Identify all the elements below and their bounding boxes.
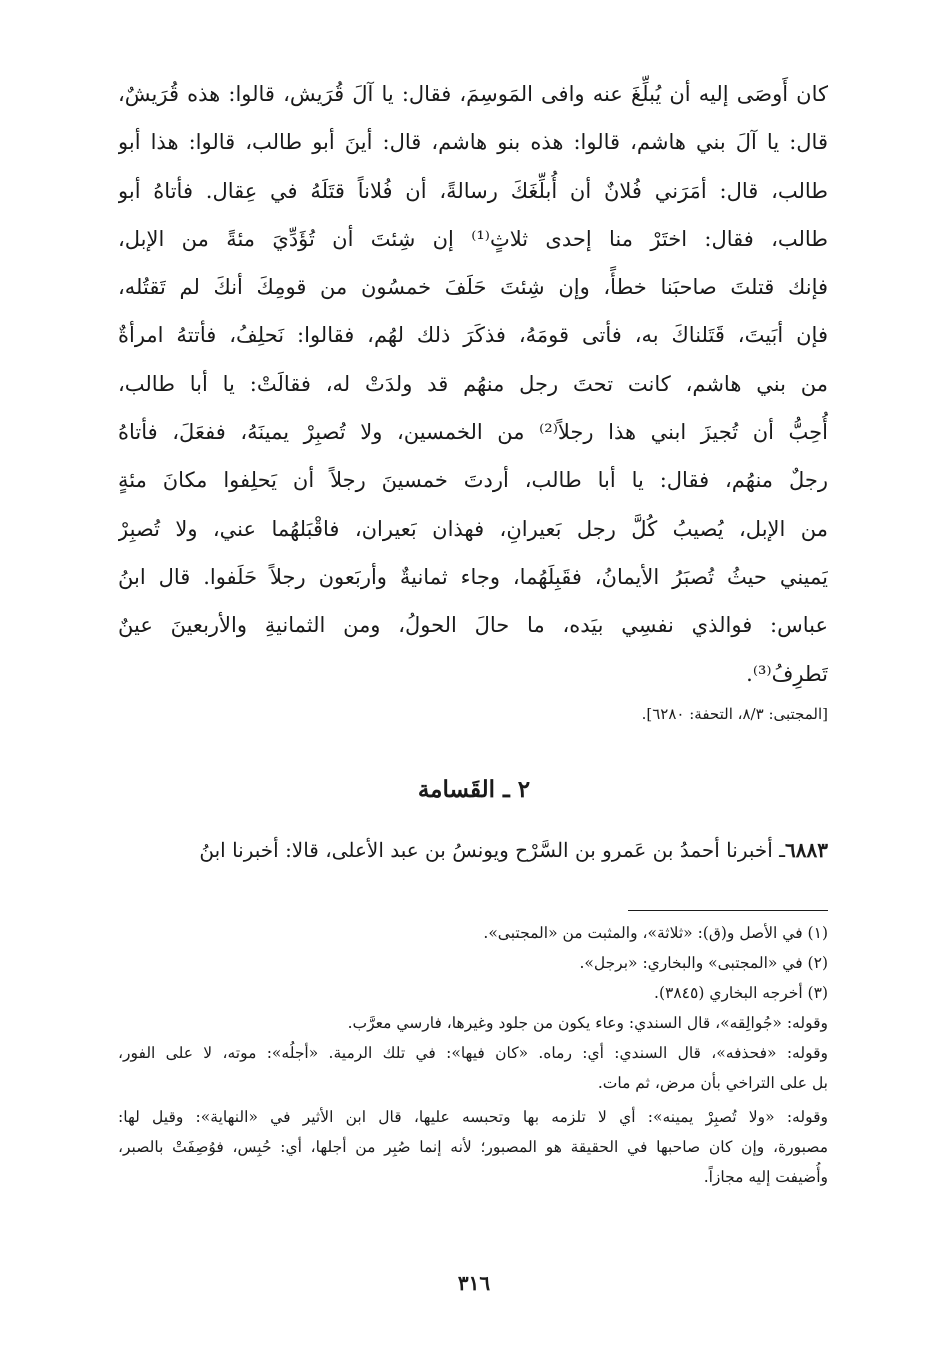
section-heading: ٢ ـ القَسامة (417, 776, 531, 803)
text-line: رجلٌ منهُم، فقال: يا أبا طالب، أردتَ خمسينَ رجلاً أن يَحلِفوا مكانَ مئةٍ (118, 468, 828, 493)
footnote-line: وقوله: «فحذفه»، قال السندي: أي: رماه. «كان فيها»: في تلك الرمية. «أجلُه»: موته، لا على الفور، (118, 1044, 828, 1062)
footnote-line: وقوله: «جُوالِقه»، قال السندي: وعاء يكون من جلود وغيرها، فارسي معرَّب. (347, 1014, 828, 1032)
footnote-line: وأُضيفت إليه مجازاً. (703, 1168, 828, 1186)
footnote-line: (٣) أخرجه البخاري (٣٨٤٥). (654, 984, 828, 1002)
text-line: عباس: فوالذي نفسِي بيَده، ما حالَ الحولُ، ومن الثمانيةِ والأربعينَ عينٌ (118, 613, 828, 638)
footnote-line: بل على التراخي بأن مرض، ثم مات. (597, 1074, 828, 1092)
hadith-opening-text: ـ أخبرنا أحمدُ بن عَمرو بن السَّرْح ويونسُ بن عبد الأعلى، قالا: أخبرنا ابنُ (199, 838, 786, 862)
text-line: قال: يا آلَ بني هاشم، قالوا: هذه بنو هاشم، قال: أينَ أبو طالب، قالوا: هذا أبو (118, 130, 828, 155)
text-line: طالب، قال: أمَرَني فُلانٌ أن أُبلِّغَكَ رسالةً، أن فُلاناً قتَلَهُ في عِقال. فأتاهُ أبو (118, 178, 828, 203)
text-line: طالب، فقال: اختَرْ منا إحدى ثلاثٍ⁽¹⁾ إن شِئتَ أن تُؤَدِّيَ مئةً من الإبل، (118, 226, 828, 251)
text-line: تَطرِفُ⁽³⁾. (746, 661, 828, 686)
text-line: من بني هاشم، كانت تحتَ رجل منهُم قد ولدَتْ له، فقالَتْ: يا أبا طالب، (118, 371, 828, 396)
footnote-line: وقوله: «ولا تُصبِرْ يمينه»: أي لا تلزمه بها وتحبسه عليها، قال ابن الأثير في «النهاية»: وقيل لها: (118, 1108, 828, 1126)
text-line: فإنك قتلتَ صاحبَنا خطأً، وإن شِئتَ حَلَفَ خمسُون من قومِكَ أنكَ لم تَقتُله، (118, 275, 828, 300)
text-line: يَميني حيثُ تُصبَرُ الأيمانُ، فقَبِلَهُما، وجاء ثمانيةٌ وأربَعون رجلاً حَلَفوا. قال ابنُ (118, 564, 828, 589)
hadith-opening-line (118, 830, 828, 870)
page-number: ٣١٦ (457, 1271, 491, 1295)
text-line: كان أَوصَى إليه أن يُبلِّغَ عنه وافى المَوسِمَ، فقال: يا آلَ قُرَيش، قالوا: هذه قُرَيشٌ، (118, 82, 828, 106)
source-citation: [المجتبى: ٨/٣، التحفة: ٦٢٨٠]. (641, 705, 828, 723)
footnotes (118, 918, 828, 1192)
hadith-body-text (118, 70, 828, 698)
footnote-divider (628, 910, 828, 911)
footnote-line: (١) في الأصل و(ق): «ثلاثة»، والمثبت من «المجتبى». (483, 924, 828, 942)
text-line: فإن أبَيتَ، قَتَلناكَ به، فأتى قومَهُ، فذكَرَ ذلك لهُم، فقالوا: نَحلِفُ، فأتتهُ امرأةٌ (118, 323, 828, 348)
text-line: أُحِبُّ أن تُجيزَ ابني هذا رجلاً⁽²⁾ من الخمسين، ولا تُصبِرْ يمينَهُ، ففعَلَ، فأتاهُ (118, 420, 828, 445)
footnote-line: مصبورة، وإن كان صاحبها في الحقيقة هو المصبور؛ لأنه إنما صُبِر من أجلها، أي: حُبِس، فوُصِفَتْ بالصبر، (118, 1138, 828, 1156)
text-line: من الإبل، يُصيبُ كُلَّ رجل بَعيرانِ، فهذان بَعيران، فاقْبَلهُما عني، ولا تُصبِرْ (118, 516, 828, 541)
footnote-line: (٢) في «المجتبى» والبخاري: «برجل». (579, 954, 828, 972)
hadith-number: ٦٨٨٣ (785, 838, 828, 862)
